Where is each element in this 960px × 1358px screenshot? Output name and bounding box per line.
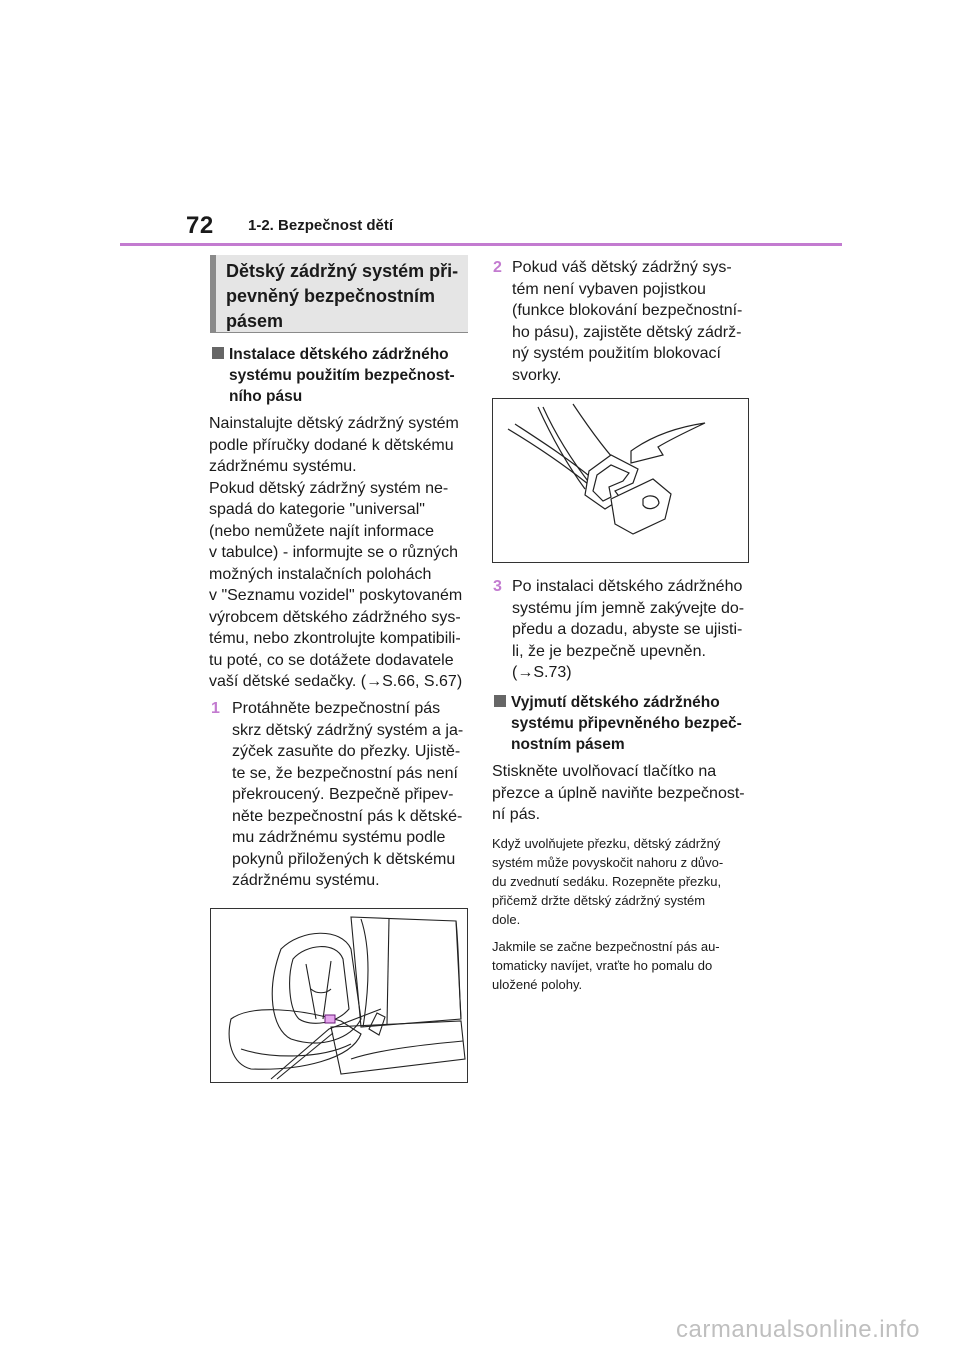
text-line: svorky. (512, 366, 562, 384)
square-bullet-icon (212, 347, 224, 359)
text-line: (nebo nemůžete najít informace (209, 522, 435, 540)
locking-clip-illustration (492, 398, 749, 563)
text-line: Když uvolňujete přezku, dětský zádržný (492, 836, 721, 851)
watermark: carmanualsonline.info (676, 1316, 920, 1343)
text-line: Protáhněte bezpečnostní pás (232, 700, 441, 717)
text-line: tému, nebo zkontrolujte kompatibili- (209, 630, 461, 647)
child-seat-illustration (210, 908, 468, 1083)
text-line: mu zádržnému systému podle (232, 829, 446, 846)
text-line: podle příručky dodané k dětskému (209, 436, 454, 454)
text-line: přičemž držte dětský zádržný systém (492, 893, 706, 908)
text-line: Stiskněte uvolňovací tlačítko na (492, 763, 717, 780)
text-line: systém může povyskočit nahoru z důvo- (492, 855, 724, 870)
subheading-line: systému použitím bezpečnost- (229, 367, 455, 384)
text-line: možných instalačních polohách (209, 565, 432, 583)
step-number: 1 (211, 700, 220, 717)
section-title-line: pevněný bezpečnostním (226, 286, 436, 306)
intro-paragraph (209, 413, 462, 693)
step-1-text (232, 698, 463, 892)
child-seat-drawing (211, 909, 467, 1082)
text-line: něte bezpečnostní pás k dětské- (232, 807, 463, 825)
text-line: du zvednutí sedáku. Rozepněte přezku, (492, 874, 722, 889)
text-line: (→S.73) (512, 664, 572, 681)
subheading-line: ního pásu (229, 388, 303, 405)
text-line: Po instalaci dětského zádržného (512, 578, 743, 595)
page-number: 72 (186, 212, 214, 239)
step-number: 2 (493, 259, 502, 276)
section-title-box (210, 255, 468, 333)
text-line: pokynů přiložených k dětskému (232, 850, 456, 868)
header-rule (120, 243, 842, 246)
section-header: 1-2. Bezpečnost dětí (248, 217, 394, 234)
note-paragraph (492, 834, 723, 929)
text-line: přezce a úplně naviňte bezpečnost- (492, 784, 745, 802)
text-line: zýček zasuňte do přezky. Ujistě- (232, 743, 461, 760)
section-title-line: pásem (226, 311, 284, 331)
remove-paragraph (492, 761, 745, 826)
text-line: tomaticky navíjet, vraťte ho pomalu do (492, 958, 713, 973)
text-line: vaší dětské sedačky. (→S.66, S.67) (209, 673, 463, 690)
text-line: překroucený. Bezpečně připev- (232, 786, 454, 803)
locking-clip-drawing (493, 399, 748, 562)
text-line: dole. (492, 912, 521, 927)
step-2-text (512, 257, 742, 386)
text-line: v "Seznamu vozidel" poskytovaném (209, 587, 463, 604)
text-line: ný systém použitím blokovací (512, 345, 721, 362)
text-line: Pokud váš dětský zádržný sys- (512, 259, 732, 276)
text-line: Jakmile se začne bezpečnostní pás au- (492, 939, 720, 954)
text-line: zádržnému systému. (209, 458, 357, 475)
text-line: tu poté, co se dotážete dodavatele (209, 651, 454, 669)
text-line: te se, že bezpečnostní pás není (232, 764, 458, 782)
subheading-line: nostním pásem (511, 736, 625, 753)
text-line: předu a dozadu, abyste se ujisti- (512, 621, 743, 638)
subheading-line: systému připevněného bezpeč- (511, 715, 742, 732)
text-line: systému jím jemně zakývejte do- (512, 599, 745, 617)
text-line: Nainstalujte dětský zádržný systém (209, 415, 459, 432)
text-line: (funkce blokování bezpečnostní- (512, 302, 743, 319)
text-line: tém není vybaven pojistkou (512, 280, 706, 298)
subheading-line: Vyjmutí dětského zádržného (511, 694, 720, 711)
text-line: v tabulce) - informujte se o různých (209, 544, 458, 561)
step-number: 3 (493, 578, 502, 595)
step-3-text (512, 576, 744, 684)
text-line: uložené polohy. (492, 977, 583, 992)
text-line: Pokud dětský zádržný systém ne- (209, 479, 449, 497)
text-line: ho pásu), zajistěte dětský zádrž- (512, 323, 742, 341)
text-line: zádržnému systému. (232, 872, 380, 889)
subheading-install (229, 344, 474, 407)
text-line: spadá do kategorie "universal" (209, 501, 425, 518)
section-title-line: Dětský zádržný systém při- (226, 261, 459, 281)
subheading-line: Instalace dětského zádržného (229, 346, 449, 363)
square-bullet-icon (494, 695, 506, 707)
text-line: ní pás. (492, 806, 541, 823)
text-line: li, že je bezpečně upevněn. (512, 642, 706, 660)
note-paragraph (492, 937, 720, 994)
text-line: výrobcem dětského zádržného sys- (209, 608, 461, 626)
subheading-remove (511, 692, 756, 755)
text-line: skrz dětský zádržný systém a ja- (232, 721, 464, 739)
